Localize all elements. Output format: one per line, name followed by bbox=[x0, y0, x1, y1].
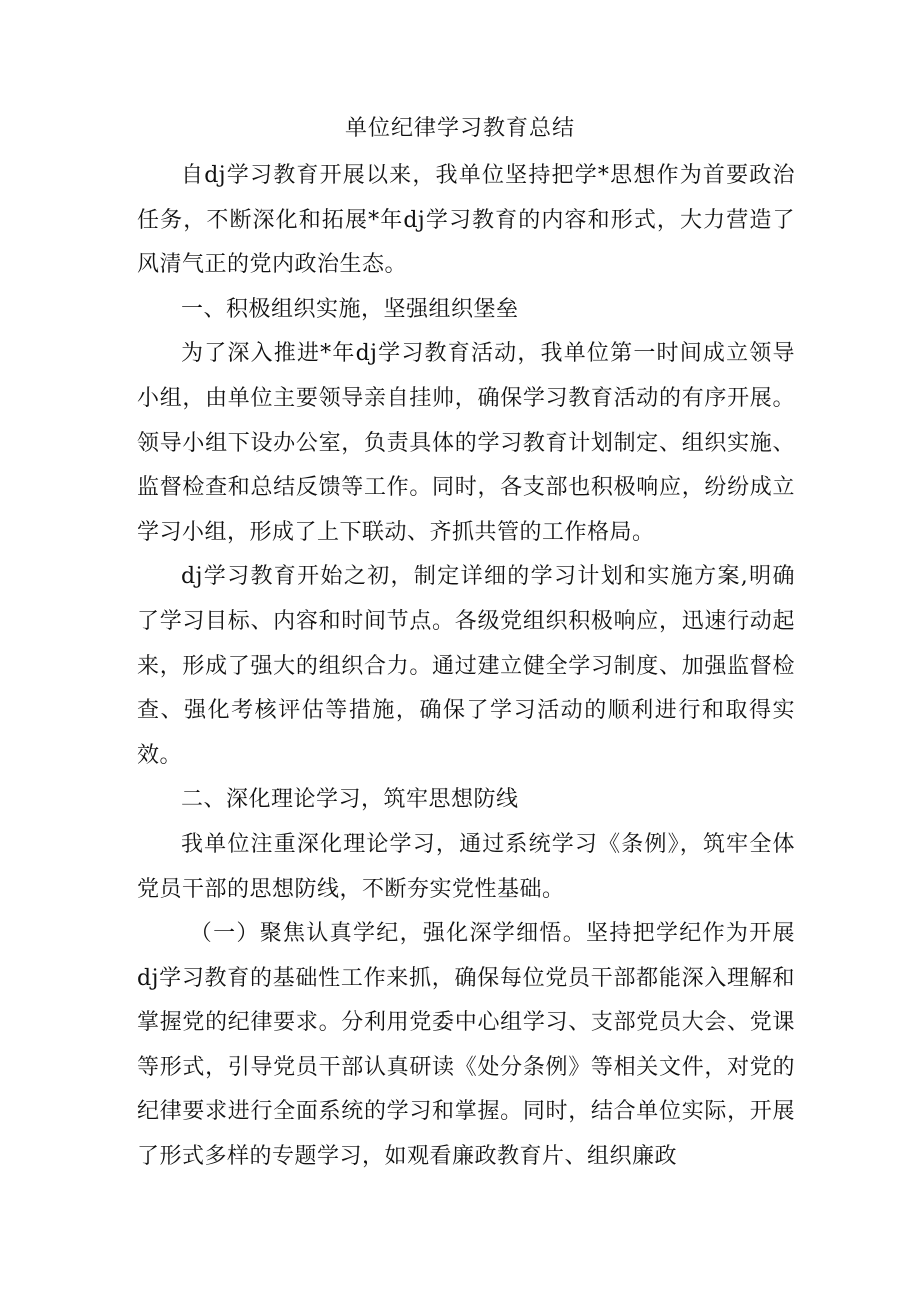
paragraph-theory: 我单位注重深化理论学习，通过系统学习《条例》，筑牢全体党员干部的思想防线，不断夯实党性基础。 bbox=[137, 831, 795, 902]
document-title: 单位纪律学习教育总结 bbox=[344, 116, 575, 141]
section-heading-2: 二、深化理论学习，筑牢思想防线 bbox=[181, 787, 519, 813]
section-heading-1: 一、积极组织实施，坚强组织堡垒 bbox=[181, 296, 519, 322]
paragraph-intro: 自dj学习教育开展以来，我单位坚持把学*思想作为首要政治任务，不断深化和拓展*年dj学习教育的内容和形式，大力营造了风清气正的党内政治生态。 bbox=[137, 163, 795, 278]
paragraph-organization: 为了深入推进*年dj学习教育活动，我单位第一时间成立领导小组，由单位主要领导亲自挂帅，确保学习教育活动的有序开展。领导小组下设办公室，负责具体的学习教育计划制定、组织实施、监督检查和总结反馈等工作。同时，各支部也积极响应，纷纷成立学习小组，形成了上下联动、齐抓共管的工作格局。 bbox=[137, 341, 795, 545]
document-body bbox=[137, 154, 795, 1180]
subsection-1: （一）聚焦认真学纪，强化深学细悟。坚持把学纪作为开展dj学习教育的基础性工作来抓，确保每位党员干部都能深入理解和掌握党的纪律要求。分利用党委中心组学习、支部党员大会、党课等形式，引导党员干部认真研读《处分条例》等相关文件，对党的纪律要求进行全面系统的学习和掌握。同时，结合单位实际，开展了形式多样的专题学习，如观看廉政教育片、组织廉政 bbox=[137, 921, 795, 1170]
paragraph-plan: dj学习教育开始之初，制定详细的学习计划和实施方案,明确了学习目标、内容和时间节点。各级党组织积极响应，迅速行动起来，形成了强大的组织合力。通过建立健全学习制度、加强监督检查、强化考核评估等措施，确保了学习活动的顺利进行和取得实效。 bbox=[137, 564, 795, 768]
